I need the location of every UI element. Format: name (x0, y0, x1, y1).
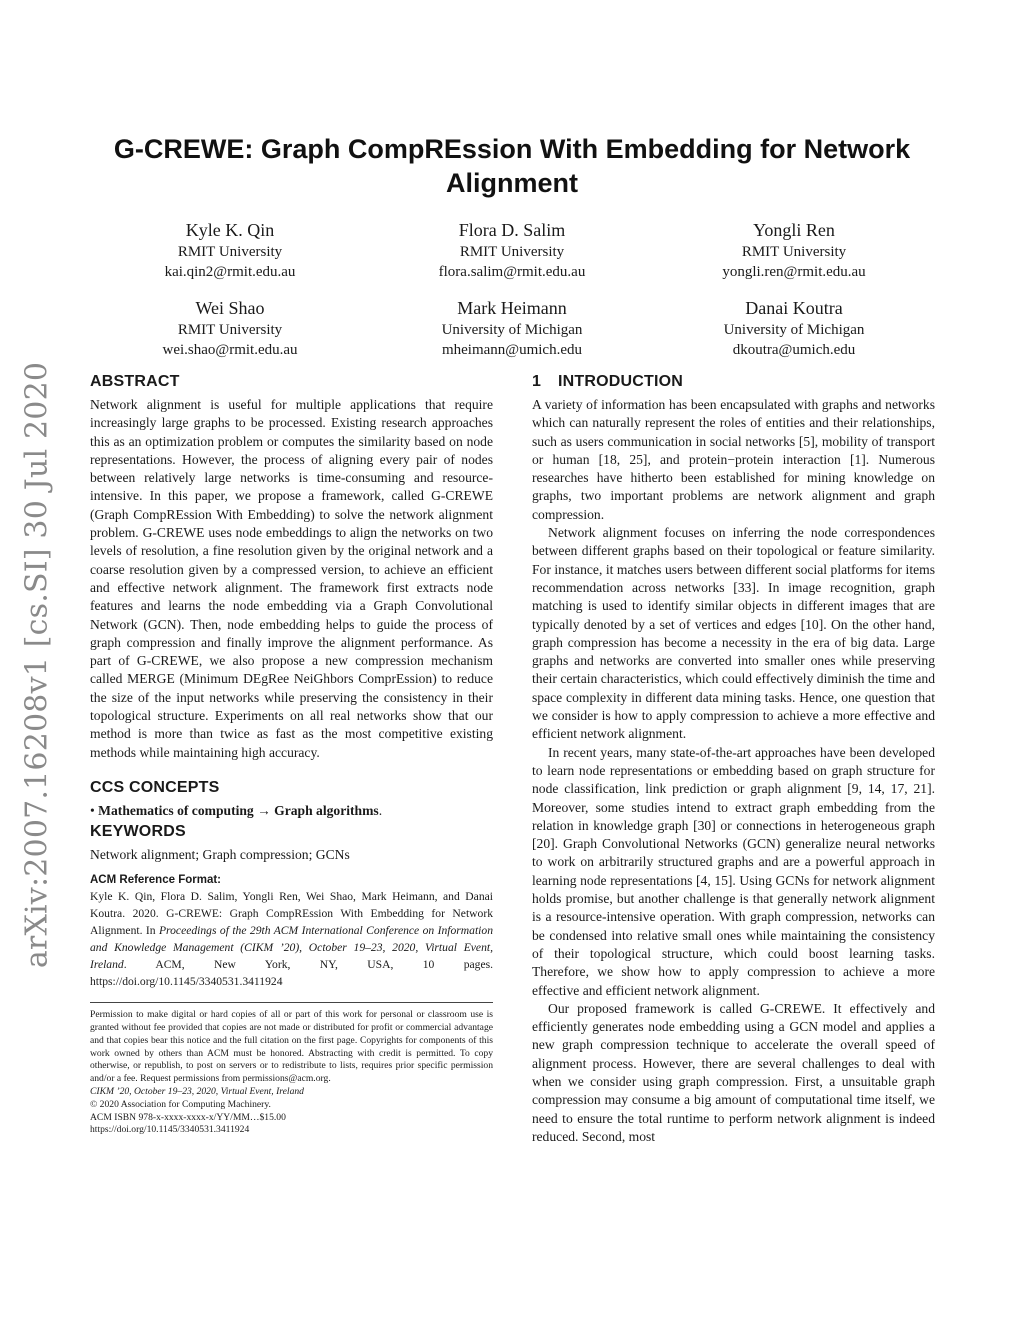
abstract-heading: ABSTRACT (90, 373, 180, 390)
author-name: Flora D. Salim (458, 220, 566, 240)
introduction-heading (532, 372, 935, 392)
abstract-text: Network alignment is useful for multiple applications that require increasingly large graphs to be processed. Existing research approaches this as an optimization problem or computes the similarity based on node representations. However, the process of aligning every pair of nodes between relatively large networks is time-consuming and resource-intensive. In this paper, we propose a framework, called G-CREWE (Graph CompREssion With Embedding) to solve the network alignment problem. G-CREWE uses node embeddings to align the networks on two levels of resolution, a fine resolution given by the original network and a coarse resolution given by a compressed version, to achieve an efficient and effective network alignment. The framework first extracts node features and learns the node embedding via a Graph Convolutional Network (GCN). Then, node embedding helps to guide the process of graph compression and finally improve the alignment performance. As part of G-CREWE, we also propose a new compression mechanism called MERGE (Minimum DEgRee NeiGhbors ComprEssion) to reduce the size of the input networks while preserving the consistency in their topological structure. Experiments on all real networks show that our method is more than twice as fast as the most competitive existing methods while maintaining high accuracy. (90, 397, 493, 760)
author-name: Wei Shao (195, 298, 265, 318)
section-number: 1 (532, 373, 542, 390)
author (654, 218, 934, 282)
left-column (90, 372, 493, 1137)
doi-link[interactable]: https://doi.org/10.1145/3340531.3411924 (90, 1124, 250, 1136)
keywords-heading: KEYWORDS (90, 822, 186, 840)
author (372, 218, 652, 282)
paper-title: G-CREWE: Graph CompREssion With Embedding for Network Alignment (113, 134, 911, 198)
ccs-concept (90, 802, 493, 820)
author-row (90, 218, 934, 282)
author-email: wei.shao@rmit.edu.au (162, 342, 298, 358)
author-name: Yongli Ren (753, 220, 835, 240)
arxiv-sideband (12, 361, 62, 969)
copyright-notice: © 2020 Association for Computing Machinery. (90, 1098, 271, 1110)
author-name: Kyle K. Qin (185, 220, 275, 240)
author-email: flora.salim@rmit.edu.au (438, 264, 586, 280)
intro-paragraph: Network alignment focuses on inferring the node correspondences between different graphs based on their topological or feature similarity. For instance, it matches users between different social platforms for items recommendation across networks [33]. In image recognition, graph matching is used to identify similar objects in different images that are typically denoted by a set of vertices and edges [10]. On the other hand, graph compression has become a necessity in the era of big data. Large graphs and networks are converted into smaller ones while preserving their certain characteristics, which could effectively diminish the time and space complexity in different data mining tasks. Hence, one question that we consider is how to apply compression to achieve a more effective and efficient network alignment. (532, 525, 935, 742)
reference-format-heading: ACM Reference Format: (90, 874, 221, 887)
reference-authors: Kyle K. Qin, Flora D. Salim, Yongli Ren, Wei Shao, Mark Heimann, and Danai Koutra. 2020. G-CREWE: Graph CompREssion With Embedding for Network Alignment. In (90, 890, 493, 938)
author-affiliation: University of Michigan (441, 322, 583, 338)
arxiv-identifier: arXiv:2007.16208v1 [cs.SI] 30 Jul 2020 (19, 361, 55, 969)
ccs-bullet: • (90, 802, 99, 818)
author-email: dkoutra@umich.edu (732, 342, 856, 358)
permission-notice: Permission to make digital or hard copies of all or part of this work for personal or classroom use is granted without fee provided that copies are not made or distributed for profit or commercial advantage and that copies bear this notice and the full citation on the first page. Copyrights for components of this work owned by others than ACM must be honored. Abstracting with credit is permitted. To copy otherwise, or republish, to post on servers or to redistribute to lists, requires prior specific permission and/or a fee. Request permissions from permissions@acm.org. (90, 1009, 493, 1085)
author-name: Mark Heimann (457, 298, 567, 318)
reference-publisher: . ACM, New York, NY, USA, 10 pages. https://doi.org/10.1145/3340531.3411924 (90, 958, 493, 989)
ccs-period: . (378, 802, 383, 818)
author-name: Danai Koutra (745, 298, 843, 318)
author-affiliation: RMIT University (741, 244, 847, 260)
conference-venue: CIKM ’20, October 19–23, 2020, Virtual Event, Ireland (90, 1086, 304, 1098)
author (90, 218, 370, 282)
reference-format-text (90, 888, 493, 990)
intro-paragraph: In recent years, many state-of-the-art approaches have been developed to learn node representations or embedding based on graph structure for node classification, link prediction or graph alignment [9, 14, 17, 21]. Moreover, some studies intend to extract graph embedding from the relation in knowledge graph [30] or connections in heterogeneous graph [20]. Graph Convolutional Networks (GCN) generalize neural networks to work on arbitrarily structured graphs and are a powerful approach in learning node representations [4, 15]. Using GCNs for network alignment holds promise, but another challenge is that generally network alignment is a resource-intensive operation. With graph compression, networks can be condensed into relative small ones while maintaining the consistency of their topological structure, which could boost learning tasks. Therefore, we show how to apply compression to achieve a more effective and efficient network alignment. (532, 744, 935, 998)
ccs-concept-text: Mathematics of computing → Graph algorithms (98, 802, 379, 818)
author-affiliation: University of Michigan (723, 322, 865, 338)
section-title: INTRODUCTION (558, 373, 684, 390)
author-block (90, 218, 934, 360)
footnote-rule (90, 1002, 493, 1003)
intro-paragraph: A variety of information has been encapsulated with graphs and networks which can naturally represent the roles of entities and their relationships, such as users communication in social networks [5], mobility of transport or human [18, 25], and protein−protein interaction [1]. Numerous researches have hitherto been established for mining knowledge on graphs, two important problems are network alignment and graph compression. (532, 397, 935, 522)
author-affiliation: RMIT University (459, 244, 565, 260)
author-affiliation: RMIT University (177, 244, 283, 260)
reference-proceedings: Proceedings of the 29th ACM International Conference on Information and Knowledge Management (CIKM ’20), October 19–23, 2020, Virtual Event, Ireland (90, 924, 493, 972)
author-email: kai.qin2@rmit.edu.au (164, 264, 296, 280)
keywords-text: Network alignment; Graph compression; GCNs (90, 846, 350, 862)
author-row (90, 296, 934, 360)
author (654, 296, 934, 360)
intro-paragraph: Our proposed framework is called G-CREWE. It effectively and efficiently generates node embedding using a GCN model and applies a new graph compression technique to accelerate the overall speed of alignment process. However, there are several challenges to deal with when we consider using graph compression. First, a unsuitable graph compression may consume a big amount of computational time itself, we need to ensure the total runtime to perform network alignment is indeed reduced. Second, most (532, 1000, 935, 1144)
author-email: yongli.ren@rmit.edu.au (722, 264, 866, 280)
author-email: mheimann@umich.edu (441, 342, 583, 358)
right-column (532, 372, 935, 1146)
author-affiliation: RMIT University (177, 322, 283, 338)
author (372, 296, 652, 360)
isbn: ACM ISBN 978-x-xxxx-xxxx-x/YY/MM…$15.00 (90, 1111, 286, 1123)
ccs-heading: CCS CONCEPTS (90, 778, 220, 796)
author (90, 296, 370, 360)
